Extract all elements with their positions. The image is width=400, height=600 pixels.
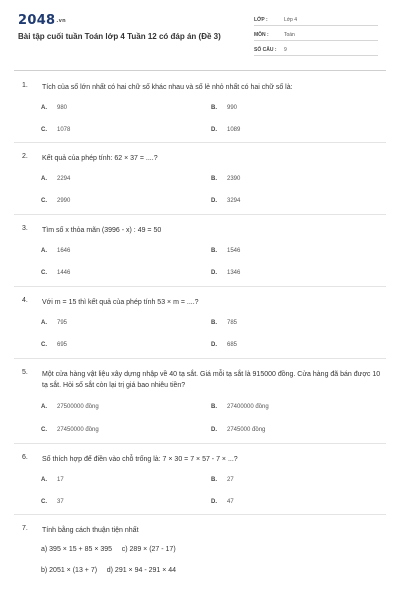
- option-letter: A.: [41, 248, 47, 254]
- option-text: 990: [227, 105, 238, 111]
- option-d[interactable]: [211, 342, 237, 348]
- meta-label: SỐ CÂU :: [254, 47, 277, 53]
- option-d[interactable]: [211, 499, 234, 505]
- option-d[interactable]: [211, 198, 240, 204]
- meta-value: 9: [284, 47, 287, 53]
- option-a[interactable]: [41, 176, 70, 182]
- question-number: 1.: [22, 82, 28, 89]
- question-number: 7.: [22, 525, 28, 532]
- option-text: 3294: [227, 198, 241, 204]
- question-separator: [14, 214, 386, 215]
- option-d[interactable]: [211, 427, 265, 433]
- question-number: 2.: [22, 153, 28, 160]
- option-b[interactable]: [211, 105, 237, 111]
- option-text: 27: [227, 477, 234, 483]
- meta-class: [254, 14, 378, 26]
- option-letter: C.: [41, 270, 47, 276]
- option-c[interactable]: [41, 270, 70, 276]
- question-separator: [14, 514, 386, 515]
- option-text: 795: [57, 320, 68, 326]
- option-c[interactable]: [41, 499, 64, 505]
- question-separator: [14, 142, 386, 143]
- option-letter: B.: [211, 176, 217, 182]
- option-letter: D.: [211, 427, 217, 433]
- option-text: 1089: [227, 127, 241, 133]
- option-letter: D.: [211, 127, 217, 133]
- option-letter: C.: [41, 198, 47, 204]
- option-letter: B.: [211, 248, 217, 254]
- option-letter: D.: [211, 499, 217, 505]
- question-text: Tìm số x thỏa mãn (3996 - x) : 49 = 50: [42, 227, 162, 234]
- question-separator: [14, 286, 386, 287]
- option-letter: A.: [41, 105, 47, 111]
- option-text: 2390: [227, 176, 241, 182]
- option-letter: B.: [211, 404, 217, 410]
- logo-text: 2048: [18, 13, 56, 28]
- option-a[interactable]: [41, 320, 67, 326]
- option-text: 980: [57, 105, 68, 111]
- option-letter: D.: [211, 270, 217, 276]
- question-text: Với m = 15 thì kết quả của phép tính 53 × m = ....?: [42, 299, 199, 306]
- meta-value: Lớp 4: [284, 17, 298, 23]
- option-a[interactable]: [41, 248, 70, 254]
- option-c[interactable]: [41, 198, 70, 204]
- option-text: 27400000 đồng: [227, 404, 269, 410]
- option-text: 1546: [227, 248, 241, 254]
- option-b[interactable]: [211, 320, 237, 326]
- question-text: Tính bằng cách thuận tiện nhất: [42, 527, 139, 534]
- question-number: 4.: [22, 297, 28, 304]
- question-text: Số thích hợp để điền vào chỗ trống là: 7 × 30 = 7 × 57 - 7 × ...?: [42, 456, 238, 463]
- option-letter: C.: [41, 427, 47, 433]
- question-number: 6.: [22, 454, 28, 461]
- header-divider: [14, 70, 386, 71]
- site-logo[interactable]: [18, 13, 66, 28]
- option-b[interactable]: [211, 404, 269, 410]
- option-d[interactable]: [211, 127, 240, 133]
- option-text: 47: [227, 499, 234, 505]
- option-a[interactable]: [41, 404, 99, 410]
- option-a[interactable]: [41, 477, 64, 483]
- option-b[interactable]: [211, 248, 240, 254]
- question-separator: [14, 443, 386, 444]
- option-letter: C.: [41, 342, 47, 348]
- option-letter: D.: [211, 198, 217, 204]
- option-text: 1446: [57, 270, 71, 276]
- option-letter: A.: [41, 320, 47, 326]
- question-text: Một cửa hàng vật liệu xây dựng nhập về 40 tạ sắt. Giá mỗi tạ sắt là 915000 đồng. Cửa hàng đã bán được 10 tạ sắt. Hỏi số sắt còn lại trị giá bao nhiêu tiền?: [42, 371, 381, 389]
- header: [0, 0, 400, 66]
- exercise-row: b) 2051 × (13 + 7) d) 291 × 94 - 291 × 44: [41, 567, 177, 574]
- option-text: 2745000 đồng: [227, 427, 266, 433]
- question-text: Tích của số lớn nhất có hai chữ số khác nhau và số lẻ nhỏ nhất có hai chữ số là:: [42, 84, 293, 91]
- question-separator: [14, 358, 386, 359]
- option-letter: A.: [41, 176, 47, 182]
- option-text: 27450000 đồng: [57, 427, 99, 433]
- option-letter: B.: [211, 320, 217, 326]
- option-text: 37: [57, 499, 64, 505]
- page-title: Bài tập cuối tuần Toán lớp 4 Tuần 12 có đáp án (Đề 3): [18, 32, 221, 41]
- option-text: 27500000 đồng: [57, 404, 99, 410]
- option-text: 1346: [227, 270, 241, 276]
- option-text: 2294: [57, 176, 71, 182]
- option-c[interactable]: [41, 127, 70, 133]
- option-text: 685: [227, 342, 238, 348]
- question-number: 5.: [22, 369, 28, 376]
- meta-subject: [254, 29, 378, 41]
- question-text: Kết quả của phép tính: 62 × 37 = ....?: [42, 155, 158, 162]
- option-letter: C.: [41, 127, 47, 133]
- option-letter: B.: [211, 105, 217, 111]
- option-d[interactable]: [211, 270, 240, 276]
- option-letter: C.: [41, 499, 47, 505]
- option-letter: A.: [41, 477, 47, 483]
- option-c[interactable]: [41, 342, 67, 348]
- option-b[interactable]: [211, 477, 234, 483]
- option-a[interactable]: [41, 105, 67, 111]
- option-text: 1646: [57, 248, 71, 254]
- option-text: 1078: [57, 127, 71, 133]
- option-b[interactable]: [211, 176, 240, 182]
- exercise-row: a) 395 × 15 + 85 × 395 c) 289 × (27 - 17): [41, 546, 176, 553]
- option-text: 17: [57, 477, 64, 483]
- option-letter: D.: [211, 342, 217, 348]
- meta-label: MÔN :: [254, 32, 269, 38]
- question-number: 3.: [22, 225, 28, 232]
- logo-tld: .vn: [56, 18, 67, 24]
- option-text: 2990: [57, 198, 71, 204]
- option-letter: B.: [211, 477, 217, 483]
- meta-label: LỚP :: [254, 17, 268, 23]
- option-c[interactable]: [41, 427, 99, 433]
- option-text: 695: [57, 342, 68, 348]
- meta-count: [254, 44, 378, 56]
- option-letter: A.: [41, 404, 47, 410]
- option-text: 785: [227, 320, 238, 326]
- meta-value: Toán: [284, 32, 295, 38]
